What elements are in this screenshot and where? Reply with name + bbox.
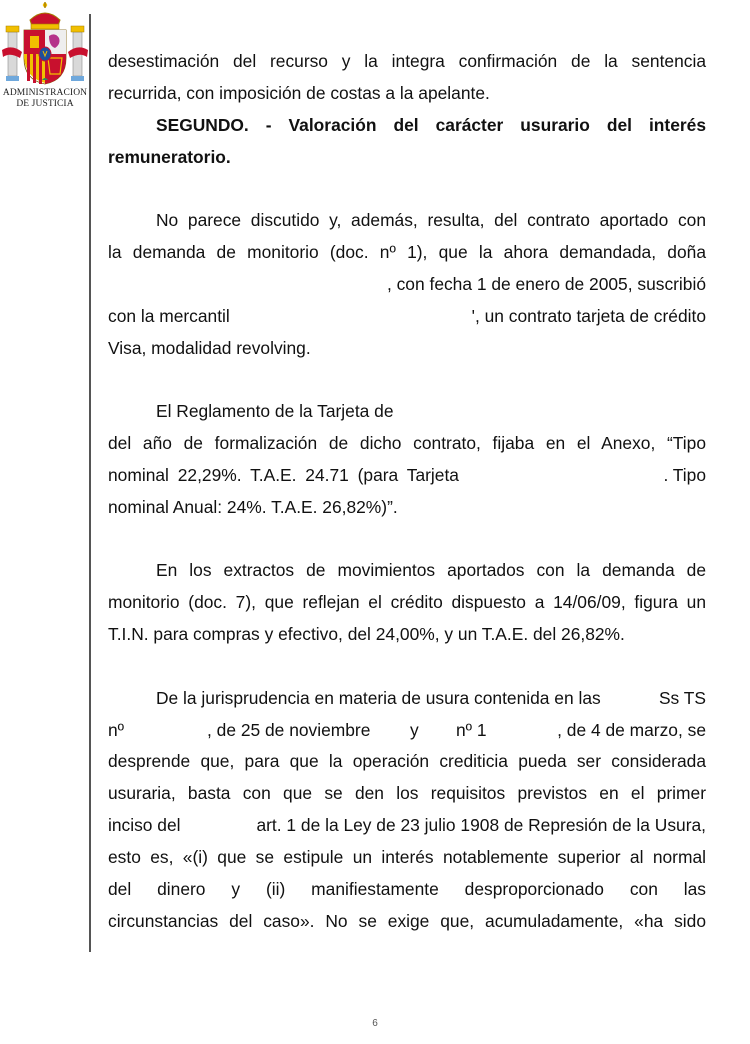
text-fragment: nº — [108, 719, 125, 740]
coat-of-arms-logo — [0, 0, 90, 118]
page-number: 6 — [372, 1018, 378, 1029]
text-fragment: , de 4 de marzo, se — [557, 719, 706, 740]
text-line — [108, 715, 706, 747]
text-line: nominal Anual: 24%. T.A.E. 26,82%)”. — [108, 496, 398, 517]
text-fragment: inciso del — [108, 815, 181, 836]
text-line: esto es, «(i) que se estipule un interés notablemente superior al normal — [108, 847, 706, 868]
text-line: No parece discutido y, además, resulta, del contrato aportado con — [156, 210, 706, 231]
text-line — [108, 683, 706, 715]
text-line: usuraria, basta con que se den los requisitos previstos en el primer — [108, 783, 706, 804]
document-body — [108, 46, 706, 938]
text-fragment: De la jurisprudencia en materia de usura contenida en las — [156, 687, 601, 708]
text-line: la demanda de monitorio (doc. nº 1), que la ahora demandada, doña — [108, 242, 706, 263]
text-line: Visa, modalidad revolving. — [108, 337, 311, 358]
coat-of-arms-icon — [0, 0, 90, 88]
emblem-caption-line1: ADMINISTRACION — [2, 88, 88, 98]
paragraph-jurisprudence — [108, 683, 706, 938]
text-line: En los extractos de movimientos aportados con la demanda de — [156, 560, 706, 581]
paragraph-conclusion — [108, 46, 706, 110]
text-line: T.I.N. para compras y efectivo, del 24,00%, y un T.A.E. del 26,82%. — [108, 624, 625, 645]
text-fragment: , de 25 de noviembre — [207, 719, 371, 740]
text-line — [108, 810, 706, 842]
heading-line: SEGUNDO. - Valoración del carácter usurario del interés — [156, 114, 706, 135]
text-line: circunstancias del caso». No se exige que, acumuladamente, «ha sido — [108, 910, 706, 931]
text-fragment: art. 1 de la Ley de 23 julio 1908 de Represión de la Usura, — [256, 815, 706, 836]
heading-line: remuneratorio. — [108, 146, 231, 167]
margin-rule — [89, 14, 91, 952]
paragraph-regulation — [108, 396, 706, 524]
section-heading — [108, 110, 706, 174]
text-line: , con fecha 1 de enero de 2005, suscribió — [386, 273, 706, 294]
text-line: desprende que, para que la operación crediticia pueda ser considerada — [108, 751, 706, 772]
text-fragment: Ss TS — [658, 687, 706, 708]
text-line: recurrida, con imposición de costas a la apelante. — [108, 82, 490, 103]
paragraph-statements — [108, 555, 706, 651]
text-line: del dinero y (ii) manifiestamente desproporcionado con las — [108, 878, 706, 899]
text-line — [108, 460, 706, 492]
text-fragment: nominal 22,29%. T.A.E. 24.71 (para Tarjeta — [108, 464, 459, 485]
text-fragment: nº 1 — [456, 719, 487, 740]
text-fragment: . Tipo — [663, 464, 706, 485]
emblem-caption — [0, 88, 90, 109]
text-fragment: y — [410, 719, 419, 740]
text-fragment: con la mercantil — [108, 305, 230, 326]
paragraph-contract — [108, 205, 706, 364]
text-line: monitorio (doc. 7), que reflejan el crédito dispuesto a 14/06/09, figura un — [108, 592, 706, 613]
emblem-caption-line2: DE JUSTICIA — [16, 98, 74, 109]
text-line: del año de formalización de dicho contrato, fijaba en el Anexo, “Tipo — [108, 433, 706, 454]
text-line: El Reglamento de la Tarjeta de — [156, 401, 394, 422]
text-line — [108, 301, 706, 333]
text-fragment: ', un contrato tarjeta de crédito — [471, 305, 706, 326]
text-line: desestimación del recurso y la integra confirmación de la sentencia — [108, 51, 706, 71]
